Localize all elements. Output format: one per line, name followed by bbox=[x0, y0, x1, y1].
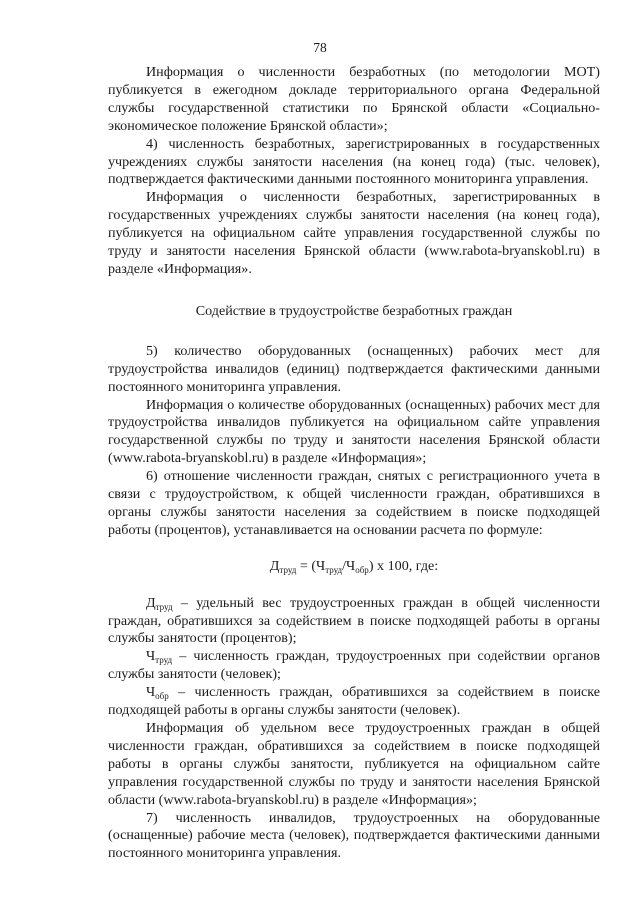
page-content bbox=[108, 64, 600, 863]
formula-ch-obr-subscript: обр bbox=[355, 564, 369, 575]
section-heading: Содействие в трудоустройстве безработных граждан bbox=[195, 302, 513, 319]
formula-tail: ) х 100, где: bbox=[368, 557, 439, 574]
paragraph-share-info: Информация об удельном весе трудоустроенных граждан в общей численности граждан, обратившихся за содействием в поиске подходящей работы в органы службы занятости, публикуется на официальном сайте управления государственной службы по труду и занятости населения Брянской области (www.rabota-bryanskobl.ru) в разделе «Информация»; bbox=[108, 720, 600, 808]
formula-d: Д bbox=[269, 557, 280, 574]
definition-subscript: труд bbox=[155, 655, 173, 666]
formula-d-subscript: труд bbox=[279, 564, 297, 575]
definition-ch-obr bbox=[108, 684, 600, 720]
paragraph-item-6: 6) отношение численности граждан, снятых с регистрационного учета в связи с трудоустройством, к общей численности граждан, обратившихся в органы службы занятости населения за содействием в поиске подходящей работы (процентов), устанавливается на основании расчета по формуле: bbox=[108, 468, 600, 538]
definition-d-trud bbox=[108, 595, 600, 649]
formula-open: = (Ч bbox=[296, 557, 326, 574]
paragraph-item-7: 7) численность инвалидов, трудоустроенных на оборудованные (оснащенные) рабочие места (человек), подтверждается фактическими данными постоянного мониторинга управления. bbox=[108, 809, 600, 862]
definition-text: – численность граждан, трудоустроенных при содействии органов службы занятости (человек); bbox=[108, 648, 600, 683]
formula-ch-trud-subscript: труд bbox=[325, 564, 343, 575]
paragraph-item-4: 4) численность безработных, зарегистрированных в государственных учреждениях службы занятости населения (на конец года) (тыс. человек), подтверждается фактическими данными постоянного мониторинга управления. bbox=[108, 135, 600, 188]
definition-ch-trud bbox=[108, 648, 600, 684]
paragraph-mot-info: Информация о численности безработных (по методологии МОТ) публикуется в ежегодном докладе территориального органа Федеральной службы государственной статистики по Брянской области «Социально-экономическое положение Брянской области»; bbox=[108, 64, 600, 134]
formula-slash: /Ч bbox=[342, 557, 356, 574]
definition-subscript: труд bbox=[155, 601, 173, 612]
paragraph-registered-info: Информация о численности безработных, зарегистрированных в государственных учреждениях службы занятости населения (на конец года), публикуется на официальном сайте управления государственной службы по труду и занятости населения Брянской области (www.rabota-bryanskobl.ru) в разделе «Информация». bbox=[108, 189, 600, 277]
definition-subscript: обр bbox=[155, 691, 169, 702]
page-number: 78 bbox=[313, 40, 327, 55]
definition-symbol: Ч bbox=[146, 648, 156, 665]
definition-text: – численность граждан, обратившихся за содействием в поиске подходящей работы в органы службы занятости (человек). bbox=[108, 684, 600, 719]
paragraph-item-5: 5) количество оборудованных (оснащенных) рабочих мест для трудоустройства инвалидов (единиц) подтверждается фактическими данными постоянного мониторинга управления. bbox=[108, 342, 600, 395]
formula bbox=[108, 558, 600, 576]
definition-symbol: Д bbox=[146, 594, 156, 611]
definition-text: – удельный вес трудоустроенных граждан в общей численности граждан, обратившихся за содействием в поиске подходящей работы в органы службы занятости (процентов); bbox=[108, 594, 600, 647]
paragraph-workplaces-info: Информация о количестве оборудованных (оснащенных) рабочих мест для трудоустройства инвалидов публикуется на официальном сайте управления государственной службы по труду и занятости населения Брянской области (www.rabota-bryanskobl.ru) в разделе «Информация»; bbox=[108, 396, 600, 467]
definition-symbol: Ч bbox=[146, 684, 156, 701]
